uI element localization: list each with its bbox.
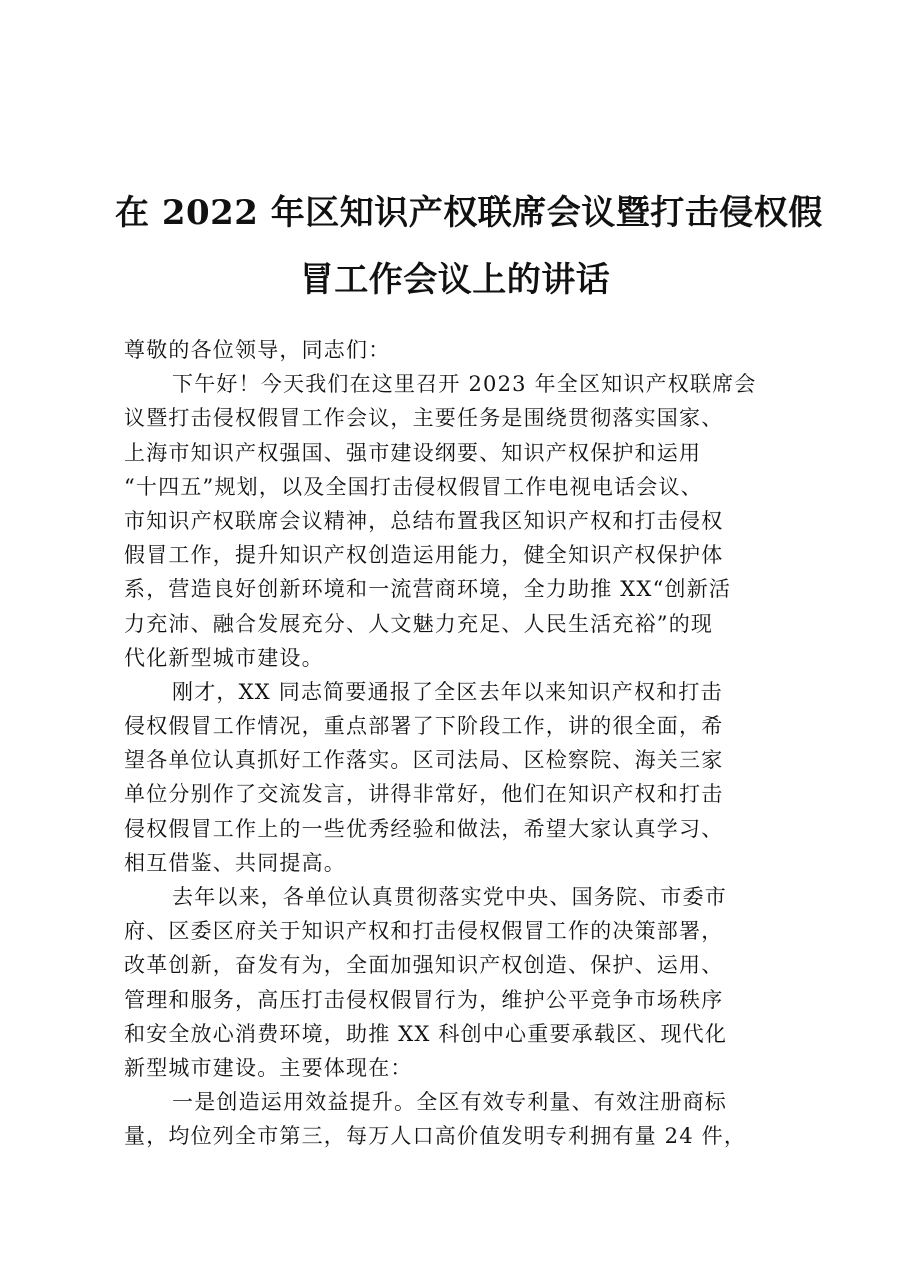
body-line: 系，营造良好创新环境和一流营商环境，全力助推 XX“创新活 — [124, 577, 732, 602]
body-line: 一是创造运用效益提升。全区有效专利量、有效注册商标 — [172, 1090, 727, 1115]
title-line: 在 2022 年区知识产权联席会议暨打击侵权假 — [115, 193, 823, 233]
body-line: 尊敬的各位领导，同志们： — [124, 338, 391, 362]
body-line: 刚才，XX 同志简要通报了全区去年以来知识产权和打击 — [172, 679, 723, 704]
body-line: 管理和服务，高压打击侵权假冒行为，维护公平竞争市场秩序 — [124, 987, 724, 1012]
body-line: 市知识产权联席会议精神，总结布置我区知识产权和打击侵权 — [124, 508, 724, 533]
body-line: 代化新型城市建设。 — [124, 645, 324, 670]
title-line: 冒工作会议上的讲话 — [299, 260, 611, 300]
body-line: 下午好！今天我们在这里召开 2023 年全区知识产权联席会 — [172, 372, 757, 397]
body-line: 单位分别作了交流发言，讲得非常好，他们在知识产权和打击 — [124, 782, 724, 807]
document-title — [115, 180, 823, 314]
body-line: 去年以来，各单位认真贯彻落实党中央、国务院、市委市 — [172, 885, 727, 909]
body-line: 侵权假冒工作上的一些优秀经验和做法，希望大家认真学习、 — [124, 816, 724, 841]
body-line: 望各单位认真抓好工作落实。区司法局、区检察院、海关三家 — [124, 748, 724, 773]
body-line: 假冒工作，提升知识产权创造运用能力，健全知识产权保护体 — [124, 543, 724, 568]
body-line: 和安全放心消费环境，助推 XX 科创中心重要承载区、现代化 — [124, 1021, 728, 1046]
body-line: 相互借鉴、共同提高。 — [124, 850, 346, 875]
body-line: 改革创新，奋发有为，全面加强知识产权创造、保护、运用、 — [124, 953, 724, 978]
body-line: 府、区委区府关于知识产权和打击侵权假冒工作的决策部署， — [124, 919, 724, 944]
body-line: “十四五”规划，以及全国打击侵权假冒工作电视电话会议、 — [124, 474, 703, 499]
body-line: 新型城市建设。主要体现在： — [124, 1055, 413, 1080]
body-line: 力充沛、融合发展充分、人文魅力充足、人民生活充裕”的现 — [124, 611, 714, 636]
document-body — [124, 333, 800, 1154]
body-line: 议暨打击侵权假冒工作会议，主要任务是围绕贯彻落实国家、 — [124, 406, 724, 431]
body-line: 侵权假冒工作情况，重点部署了下阶段工作，讲的很全面，希 — [124, 714, 724, 739]
body-line: 上海市知识产权强国、强市建设纲要、知识产权保护和运用 — [124, 440, 702, 465]
body-line: 量，均位列全市第三，每万人口高价值发明专利拥有量 24 件， — [124, 1124, 747, 1149]
